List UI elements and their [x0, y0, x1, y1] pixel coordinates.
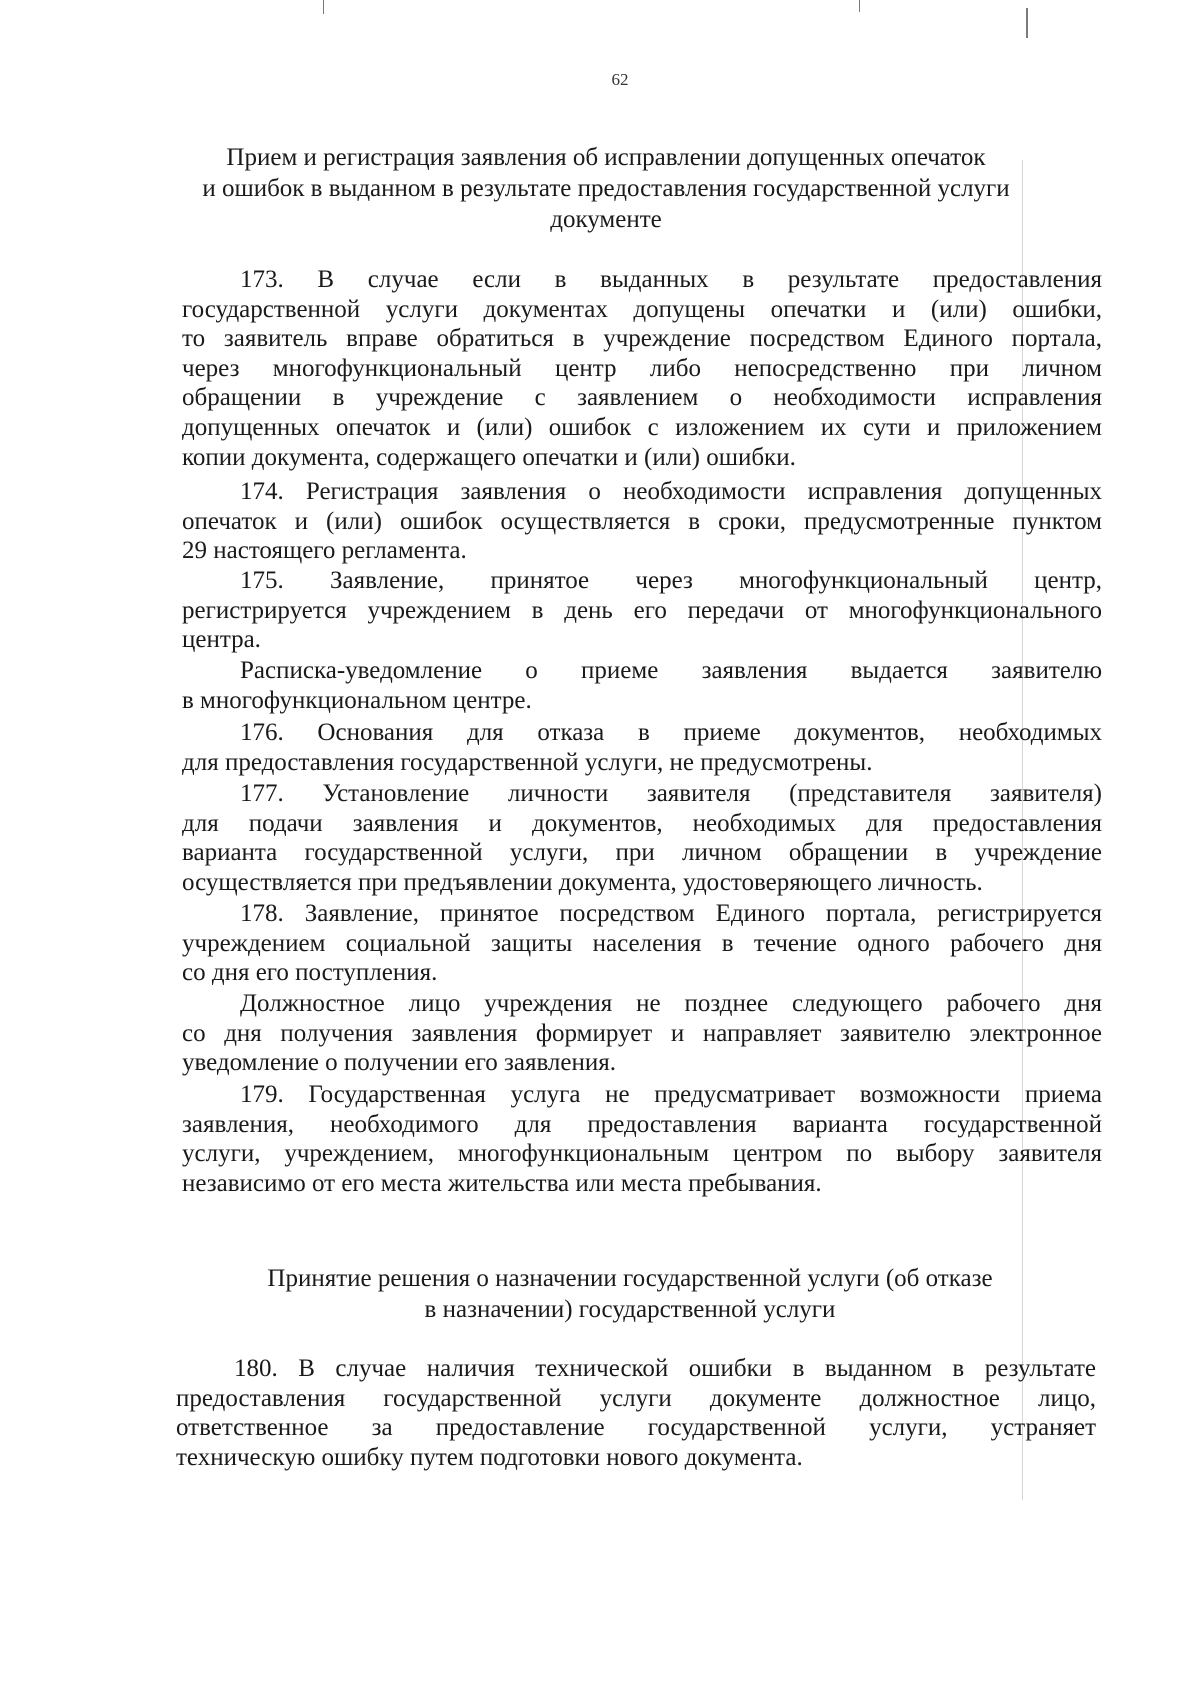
paragraph-receipt-notice: [182, 656, 1102, 715]
text-line: через многофункциональный центр либо непосредственно при личном: [182, 354, 1102, 382]
text-line: со дня получения заявления формирует и направляет заявителю электронное: [182, 1019, 1102, 1047]
text-line: для подачи заявления и документов, необходимых для предоставления: [182, 809, 1102, 837]
paragraph-179: [182, 1080, 1102, 1198]
paragraph-180: [176, 1354, 1096, 1472]
scan-artifact-line: [859, 0, 860, 12]
text-line: для предоставления государственной услуги, не предусмотрены.: [182, 748, 873, 776]
heading-line: в назначении) государственной услуги: [424, 1296, 836, 1323]
paragraph-177: [182, 779, 1102, 897]
text-line: 176. Основания для отказа в приеме документов, необходимых: [240, 719, 1102, 746]
text-line: Расписка-уведомление о приеме заявления выдается заявителю: [240, 657, 1102, 684]
text-line: ответственное за предоставление государственной услуги, устраняет: [176, 1414, 1096, 1442]
scan-artifact-line: [1026, 8, 1028, 38]
paragraph-173: [182, 265, 1102, 472]
text-line: варианта государственной услуги, при личном обращении в учреждение: [182, 839, 1102, 867]
text-line: уведомление о получении его заявления.: [182, 1049, 616, 1077]
text-line: техническую ошибку путем подготовки нового документа.: [176, 1443, 803, 1471]
text-line: 173. В случае если в выданных в результате предоставления: [240, 266, 1102, 293]
heading-line: Прием и регистрация заявления об исправлении допущенных опечаток: [226, 144, 986, 171]
scan-artifact-line: [323, 0, 324, 14]
text-line: обращении в учреждение с заявлением о необходимости исправления: [182, 384, 1102, 412]
text-line: 177. Установление личности заявителя (представителя заявителя): [240, 780, 1102, 807]
heading-line: и ошибок в выданном в результате предоставления государственной услуги: [202, 175, 1010, 202]
heading-line: Принятие решения о назначении государственной услуги (об отказе: [267, 1265, 993, 1292]
text-line: 175. Заявление, принятое через многофункциональный центр,: [240, 567, 1102, 594]
text-line: регистрируется учреждением в день его передачи от многофункционального: [182, 596, 1102, 624]
paragraph-175: [182, 566, 1102, 655]
text-line: учреждением социальной защиты населения в течение одного рабочего дня: [182, 929, 1102, 957]
text-line: заявления, необходимого для предоставления варианта государственной: [182, 1110, 1102, 1138]
text-line: предоставления государственной услуги документе должностное лицо,: [176, 1384, 1096, 1412]
text-line: независимо от его места жительства или места пребывания.: [182, 1169, 822, 1197]
text-line: 180. В случае наличия технической ошибки в выданном в результате: [234, 1355, 1096, 1382]
text-line: со дня его поступления.: [182, 959, 438, 987]
text-line: 179. Государственная услуга не предусматривает возможности приема: [240, 1081, 1102, 1108]
text-line: центра.: [182, 626, 261, 654]
text-line: опечаток и (или) ошибок осуществляется в сроки, предусмотренные пунктом: [182, 507, 1102, 535]
section-heading-decision: [210, 1263, 1050, 1325]
paragraph-176: [182, 718, 1102, 777]
text-line: копии документа, содержащего опечатки и (или) ошибки.: [182, 443, 796, 471]
text-line: 174. Регистрация заявления о необходимости исправления допущенных: [240, 478, 1102, 505]
text-line: услуги, учреждением, многофункциональным центром по выбору заявителя: [182, 1140, 1102, 1168]
text-line: 178. Заявление, принятое посредством Единого портала, регистрируется: [240, 900, 1102, 927]
text-line: то заявитель вправе обратиться в учреждение посредством Единого портала,: [182, 325, 1102, 353]
page-number: 62: [611, 70, 629, 89]
paragraph-official-notice: [182, 989, 1102, 1078]
text-line: Должностное лицо учреждения не позднее следующего рабочего дня: [240, 990, 1102, 1017]
paragraph-174: [182, 477, 1102, 566]
text-line: в многофункциональном центре.: [182, 686, 532, 714]
text-line: осуществляется при предъявлении документа, удостоверяющего личность.: [182, 868, 983, 896]
paragraph-178: [182, 899, 1102, 988]
heading-line: документе: [550, 206, 662, 233]
text-line: государственной услуги документах допущены опечатки и (или) ошибки,: [182, 295, 1102, 323]
text-line: допущенных опечаток и (или) ошибок с изложением их сути и приложением: [182, 413, 1102, 441]
section-heading-reception: [176, 142, 1036, 235]
text-line: 29 настоящего регламента.: [182, 537, 467, 565]
